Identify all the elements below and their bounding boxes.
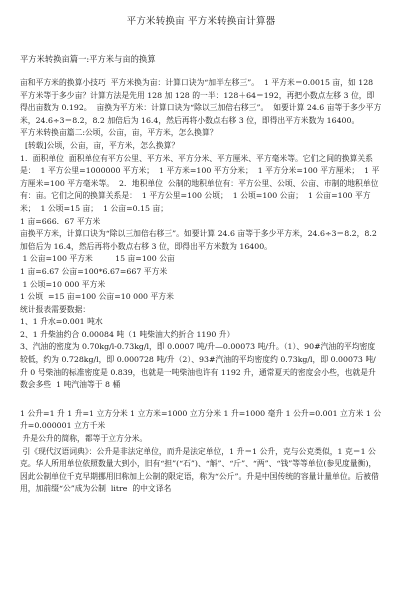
paragraph-mu-formula: 亩换平方米，计算口诀为“除以三加倍右移三”。如要计算 24.6 亩等于多少平方米，24.6÷3＝8.2，8.2 加倍后为 16.4，然后再将小数点右移 3 位，即得出平方米数为 16400。 bbox=[20, 229, 380, 251]
paragraph-hectare-mu: 1 公顷 =15 亩=100 公亩=10 000 平方米 bbox=[20, 292, 174, 302]
paragraph-reposted: [转载]公顷，公亩，亩，平方米，怎么换算？ bbox=[20, 140, 180, 150]
paragraph-liter-units: 1 公升=1 升 1 升=1 立方分米 1 立方米=1000 立方分米 1 升=1000 毫升 1 公升=0.001 立方米 1 公升=0.000001 立方千米 bbox=[20, 408, 382, 431]
paragraph-mu-are: 1 亩=6.67 公亩=100*6.67=667 平方米 bbox=[20, 266, 168, 276]
paragraph-are-hectare: 1 公亩=100 平方米 15 亩=100 公亩 bbox=[20, 254, 175, 264]
paragraph-conversion-tips: 亩和平方米的换算小技巧 平方米换为亩：计算口诀为“加半左移三”。 1 平方米＝0.0015 亩，如 128 平方米等于多少亩？计算方法是先用 128 加 128 的一半：128＋64＝192，再把小数点左移 3 位，即得出亩数为 0.192。 亩换为平方米：计算口诀为“除以三加倍右移三”。 如要计算 24.6 亩等于多少平方米，24.6÷3＝8.2，8.2 加倍后为 16.4，然后再将小数点右移 3 位，即得出平方米数为 16400。 bbox=[20, 78, 382, 125]
paragraph-gasoline-density: 3、汽油的密度为 0.70kg/l-0.73kg/l，即 0.0007 吨/升—0.00073 吨/升。（1）、90#汽油的平均密度较低，约为 0.728kg/l，即 0.000728 吨/升（2）、93#汽油的平均密度约 0.73kg/l，即 0.00073 吨/升 0 号柴油的标准密度是 0.839，也就是一吨柴油也许有 1192 升，通常夏天的密度会小些，也就是升数会多些 1 吨汽油等于 8 桶 bbox=[20, 342, 376, 390]
paragraph-statistics-label: 统计报表需要数据： bbox=[20, 304, 91, 314]
paragraph-area-units: 1．面积单位 面积单位有平方公里、平方米、平方分米、平方厘米、平方毫米等。它们之间的换算关系是： 1 平方公里=1000000 平方米； 1 平方米=100 平方分米； 1 平方分米=100 平方厘米； 1 平方厘米=100 平方毫米等。 2．地积单位 公制的地积单位有：平方公里、公顷、公亩、市制的地积单位有：亩。它们之间的换算关系是： 1 平方公里=100 公顷； 1 公顷=100 公亩； 1 公亩=100 平方米； 1 公顷=15 亩； 1 公亩=0.15 亩； bbox=[20, 153, 380, 213]
paragraph-mu-to-sqm: 1 亩=666．67 平方米 bbox=[20, 216, 101, 226]
paragraph-water: 1、1 升水=0.001 吨水 bbox=[20, 317, 103, 327]
paragraph-dictionary-quote: 引《现代汉语词典》：公升是非法定单位，而升是法定单位，1 升＝1 公升，克与公克类似，1 克＝1 公克。华人所用单位依照数量大到小，旧有“担”(“石”)、“斛”、“斤”、“两”、“钱”等等单位(参见度量衡)，因此公制单位千克早期挪用旧称加上公制的限定语，称为“公斤”。升是中国传统的容量计量单位。后被借用，加前缀“公”成为公制 litre 的中文译名 bbox=[20, 446, 379, 494]
paragraph-hectare-sqm: 1 公顷=10 000 平方米 bbox=[20, 279, 106, 289]
paragraph-liter-abbr: 升是公升的简称，都等于立方分米。 bbox=[20, 434, 148, 444]
paragraph-diesel: 2、1 升柴油约合 0.00084 吨（1 吨柴油大约折合 1190 升） bbox=[20, 329, 235, 339]
document-title: 平方米转换亩 平方米转换亩计算器 bbox=[126, 16, 276, 27]
paragraph-section-two-title: 平方米转换亩篇二:公顷，公亩，亩，平方米，怎么换算？ bbox=[20, 128, 218, 138]
section-heading: 平方米转换亩篇一:平方米与亩的换算 bbox=[20, 54, 156, 64]
